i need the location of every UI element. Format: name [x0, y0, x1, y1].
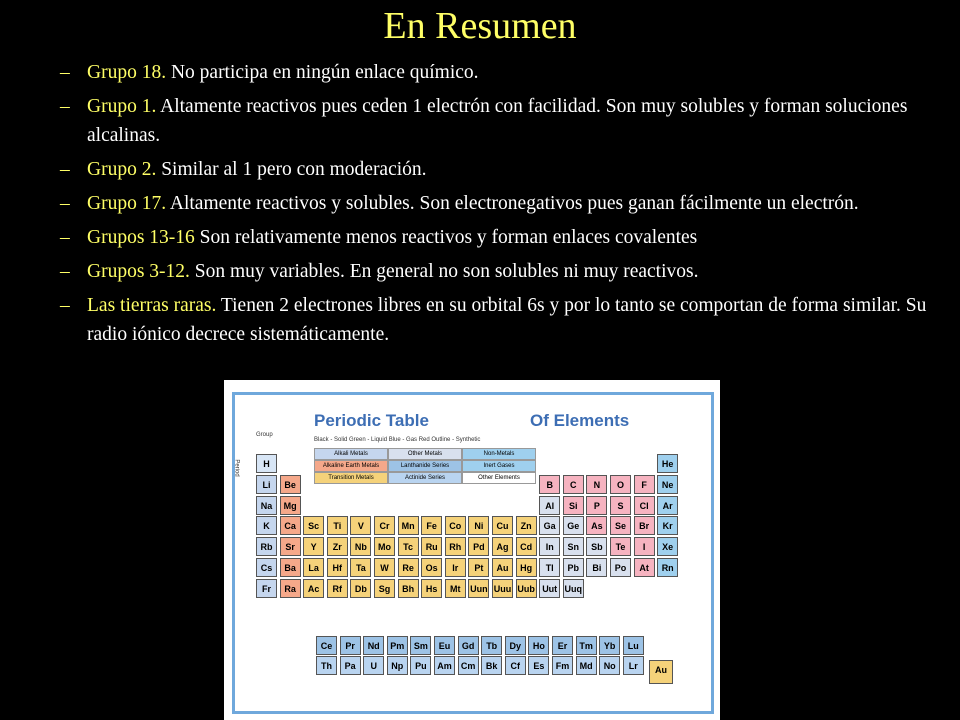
element-cell: Ne	[657, 475, 678, 494]
element-cell: Os	[421, 558, 442, 577]
element-cell: Rn	[657, 558, 678, 577]
element-cell: Xe	[657, 537, 678, 556]
lanthanide-cell: Pm	[387, 636, 408, 655]
element-cell: Sc	[303, 516, 324, 535]
actinide-cell: Es	[528, 656, 549, 675]
element-cell: Pt	[468, 558, 489, 577]
actinide-cell: No	[599, 656, 620, 675]
bullet-item	[56, 92, 951, 150]
actinide-cell: Np	[387, 656, 408, 675]
bullet-heading: Grupos 3-12.	[87, 261, 190, 282]
element-cell: Pd	[468, 537, 489, 556]
bullet-text: Tienen 2 electrones libres en su orbital 6s y por lo tanto se comportan de forma similar. Su radio iónico decrece sistemáticamente.	[87, 295, 927, 345]
lanthanide-cell: Tb	[481, 636, 502, 655]
element-cell: Sr	[280, 537, 301, 556]
element-cell: H	[256, 454, 277, 473]
slide-title: En Resumen	[383, 5, 577, 47]
element-cell: K	[256, 516, 277, 535]
element-cell: S	[610, 496, 631, 515]
lanthanide-cell: Pr	[340, 636, 361, 655]
legend-row	[314, 472, 536, 484]
element-cell: Ru	[421, 537, 442, 556]
element-cell: Rb	[256, 537, 277, 556]
element-cell: At	[634, 558, 655, 577]
bullet-heading: Grupos 13-16	[87, 227, 195, 248]
lanthanide-cell: Dy	[505, 636, 526, 655]
legend-entry: Transition Metals	[314, 472, 388, 484]
element-cell: Ge	[563, 516, 584, 535]
actinide-cell: Fm	[552, 656, 573, 675]
element-cell: Zr	[327, 537, 348, 556]
lanthanide-cell: Tm	[576, 636, 597, 655]
bullet-dash: –	[60, 295, 70, 316]
element-cell: Fr	[256, 579, 277, 598]
element-cell: Uuq	[563, 579, 584, 598]
actinide-cell: Md	[576, 656, 597, 675]
bullet-dash: –	[60, 261, 70, 282]
lanthanide-cell: Eu	[434, 636, 455, 655]
lanthanide-cell: Gd	[458, 636, 479, 655]
element-cell: Hg	[516, 558, 537, 577]
bullet-item	[56, 223, 951, 252]
element-cell: Pb	[563, 558, 584, 577]
element-cell: Si	[563, 496, 584, 515]
category-legend	[314, 448, 536, 484]
legend-entry: Inert Gases	[462, 460, 536, 472]
bullet-text: Altamente reactivos pues ceden 1 electrón con facilidad. Son muy solubles y forman soluciones alcalinas.	[87, 96, 908, 146]
element-cell: B	[539, 475, 560, 494]
actinide-cell: Bk	[481, 656, 502, 675]
actinide-cell: Lr	[623, 656, 644, 675]
legend-entry: Alkali Metals	[314, 448, 388, 460]
period-label: Period	[233, 459, 240, 477]
element-cell: Uub	[516, 579, 537, 598]
element-cell: Tl	[539, 558, 560, 577]
element-cell: P	[586, 496, 607, 515]
pt-title-right: Of Elements	[530, 411, 630, 430]
element-cell: Rf	[327, 579, 348, 598]
element-cell: Be	[280, 475, 301, 494]
element-cell: In	[539, 537, 560, 556]
element-cell: Sb	[586, 537, 607, 556]
lanthanide-cell: Lu	[623, 636, 644, 655]
element-cell: Uun	[468, 579, 489, 598]
bullet-heading: Grupo 2.	[87, 159, 157, 180]
actinide-cell: Pa	[340, 656, 361, 675]
element-cell: Ac	[303, 579, 324, 598]
element-cell: Ag	[492, 537, 513, 556]
bullet-item	[56, 291, 951, 349]
element-cell: Ar	[657, 496, 678, 515]
actinide-cell: U	[363, 656, 384, 675]
bullet-list	[56, 58, 951, 354]
actinide-cell: Am	[434, 656, 455, 675]
lanthanide-cell: Sm	[410, 636, 431, 655]
element-cell: Co	[445, 516, 466, 535]
bullet-text: Altamente reactivos y solubles. Son electronegativos pues ganan fácilmente un electrón.	[166, 193, 859, 214]
pt-title-left: Periodic Table	[314, 411, 429, 430]
actinide-cell: Cm	[458, 656, 479, 675]
bullet-text: Son relativamente menos reactivos y forman enlaces covalentes	[194, 227, 698, 248]
lanthanide-cell: Er	[552, 636, 573, 655]
bullet-text: No participa en ningún enlace químico.	[166, 62, 479, 83]
bullet-heading: Grupo 1.	[87, 96, 157, 117]
actinide-cell: Cf	[505, 656, 526, 675]
element-cell: Uuu	[492, 579, 513, 598]
element-cell: Cu	[492, 516, 513, 535]
legend-entry: Non-Metals	[462, 448, 536, 460]
element-cell: Li	[256, 475, 277, 494]
bullet-item	[56, 155, 951, 184]
element-cell: V	[350, 516, 371, 535]
bullet-heading: Las tierras raras.	[87, 295, 217, 316]
lanthanide-cell: Ho	[528, 636, 549, 655]
periodic-table-image	[224, 380, 720, 720]
element-cell: Ga	[539, 516, 560, 535]
bullet-item	[56, 189, 951, 218]
element-cell: Ta	[350, 558, 371, 577]
legend-row	[314, 460, 536, 472]
state-legend: Black - Solid Green - Liquid Blue - Gas Red Outline - Synthetic	[314, 437, 481, 443]
element-cell: Cd	[516, 537, 537, 556]
element-cell: Ti	[327, 516, 348, 535]
element-cell: Mt	[445, 579, 466, 598]
element-cell: Na	[256, 496, 277, 515]
element-cell: Sn	[563, 537, 584, 556]
element-cell: Br	[634, 516, 655, 535]
element-cell: Rh	[445, 537, 466, 556]
bullet-dash: –	[60, 62, 70, 83]
element-cell: Bh	[398, 579, 419, 598]
lanthanide-cell: Nd	[363, 636, 384, 655]
element-cell: I	[634, 537, 655, 556]
element-cell: Se	[610, 516, 631, 535]
element-cell: Ra	[280, 579, 301, 598]
element-cell: N	[586, 475, 607, 494]
legend-entry: Other Metals	[388, 448, 462, 460]
element-cell: Bi	[586, 558, 607, 577]
bullet-dash: –	[60, 193, 70, 214]
element-cell: Y	[303, 537, 324, 556]
key-sample-cell: Au	[649, 660, 673, 684]
element-cell: Mo	[374, 537, 395, 556]
element-cell: Cl	[634, 496, 655, 515]
bullet-text: Son muy variables. En general no son solubles ni muy reactivos.	[189, 261, 699, 282]
bullet-item	[56, 257, 951, 286]
bullet-heading: Grupo 18.	[87, 62, 167, 83]
element-cell: Po	[610, 558, 631, 577]
element-cell: Hs	[421, 579, 442, 598]
element-cell: He	[657, 454, 678, 473]
bullet-dash: –	[60, 96, 70, 117]
element-cell: O	[610, 475, 631, 494]
element-cell: Zn	[516, 516, 537, 535]
element-cell: Cr	[374, 516, 395, 535]
element-cell: Ca	[280, 516, 301, 535]
element-cell: Mn	[398, 516, 419, 535]
legend-entry: Actinide Series	[388, 472, 462, 484]
element-cell: Au	[492, 558, 513, 577]
group-label: Group	[256, 432, 273, 438]
element-cell: Hf	[327, 558, 348, 577]
bullet-heading: Grupo 17.	[87, 193, 167, 214]
element-cell: La	[303, 558, 324, 577]
legend-row	[314, 448, 536, 460]
element-cell: C	[563, 475, 584, 494]
element-cell: Tc	[398, 537, 419, 556]
lanthanide-cell: Yb	[599, 636, 620, 655]
element-cell: W	[374, 558, 395, 577]
element-cell: Te	[610, 537, 631, 556]
actinide-cell: Th	[316, 656, 337, 675]
element-cell: Ir	[445, 558, 466, 577]
element-cell: Fe	[421, 516, 442, 535]
element-cell: Sg	[374, 579, 395, 598]
element-cell: Db	[350, 579, 371, 598]
actinide-cell: Pu	[410, 656, 431, 675]
bullet-text: Similar al 1 pero con moderación.	[156, 159, 427, 180]
element-cell: F	[634, 475, 655, 494]
legend-entry: Lanthanide Series	[388, 460, 462, 472]
element-cell: Mg	[280, 496, 301, 515]
element-cell: Kr	[657, 516, 678, 535]
element-cell: Nb	[350, 537, 371, 556]
element-cell: Cs	[256, 558, 277, 577]
element-cell: As	[586, 516, 607, 535]
element-cell: Ba	[280, 558, 301, 577]
legend-entry: Alkaline Earth Metals	[314, 460, 388, 472]
bullet-item	[56, 58, 951, 87]
element-cell: Ni	[468, 516, 489, 535]
element-cell: Al	[539, 496, 560, 515]
bullet-dash: –	[60, 159, 70, 180]
legend-entry: Other Elements	[462, 472, 536, 484]
bullet-dash: –	[60, 227, 70, 248]
element-cell: Re	[398, 558, 419, 577]
lanthanide-cell: Ce	[316, 636, 337, 655]
element-cell: Uut	[539, 579, 560, 598]
